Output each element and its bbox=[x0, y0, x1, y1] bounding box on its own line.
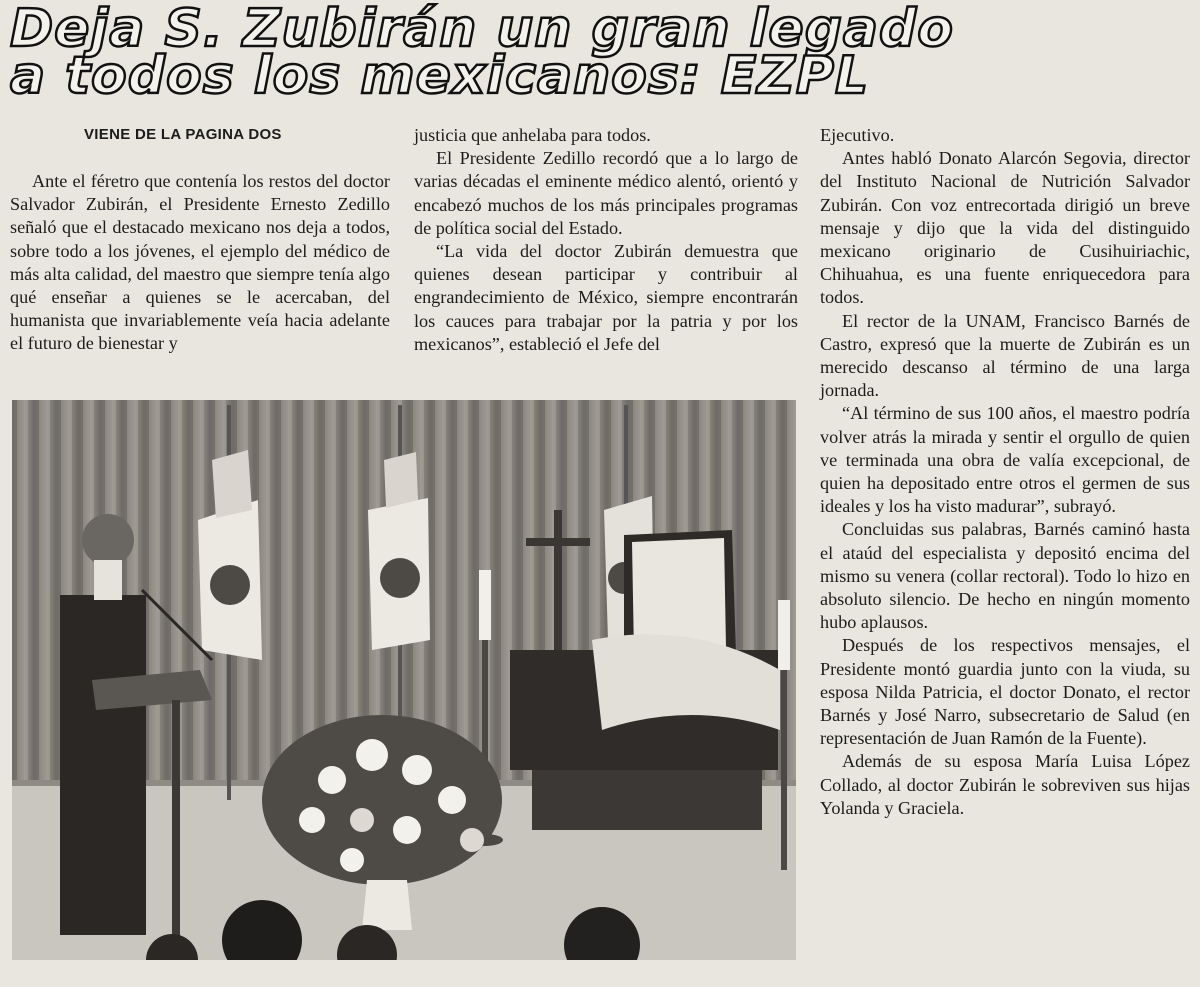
photo-illustration bbox=[12, 400, 796, 960]
paragraph: Ejecutivo. bbox=[820, 125, 895, 145]
article-column-2 bbox=[414, 124, 798, 356]
paragraph: Además de su esposa María Luisa López Collado, al doctor Zubirán le sobreviven sus hijas Yolanda y Graciela. bbox=[820, 751, 1190, 818]
news-photo bbox=[12, 400, 796, 960]
paragraph: Concluidas sus palabras, Barnés caminó hasta el ataúd del especialista y depositó encima del mismo su venera (collar rectoral). Todo lo hizo en absoluto silencio. De hecho en ningún momento hubo aplausos. bbox=[820, 519, 1190, 633]
paragraph: Ante el féretro que contenía los restos del doctor Salvador Zubirán, el Presidente Ernesto Zedillo señaló que el destacado mexicano nos deja a todos, sobre todo a los jóvenes, el ejemplo del médico de más alta calidad, del maestro que siempre tenía algo qué enseñar a quienes se le acercaban, del humanista que invariablemente veía hacia adelante el futuro de bienestar y bbox=[10, 171, 390, 354]
paragraph: justicia que anhelaba para todos. bbox=[414, 125, 651, 145]
kicker: VIENE DE LA PAGINA DOS bbox=[84, 126, 282, 143]
headline-line-1: Deja S. Zubirán un gran legado bbox=[10, 0, 954, 59]
article-column-3 bbox=[820, 124, 1190, 820]
headline-line-2: a todos los mexicanos: EZPL bbox=[10, 46, 870, 106]
paragraph: “La vida del doctor Zubirán demuestra que quienes desean participar y contribuir al engrandecimiento de México, siempre encontrarán los cauces para trabajar por la patria y por los mexicanos”, estableció el Jefe del bbox=[414, 241, 798, 354]
paragraph: Antes habló Donato Alarcón Segovia, director del Instituto Nacional de Nutrición Salvador Zubirán. Con voz entrecortada dirigió un breve mensaje y dijo que la vida del distinguido mexicano originario de Cusihuiriachic, Chihuahua, es una fuente enriquecedora para todos. bbox=[820, 148, 1190, 308]
paragraph: Después de los respectivos mensajes, el Presidente montó guardia junto con la viuda, su esposa Nilda Patricia, el doctor Donato, el rector Barnés y José Narro, subsecretario de Salud (en representación de Juan Ramón de la Fuente). bbox=[820, 635, 1190, 749]
headline bbox=[10, 0, 1190, 106]
paragraph: El rector de la UNAM, Francisco Barnés de Castro, expresó que la muerte de Zubirán es un merecido descanso al término de una larga jornada. bbox=[820, 310, 1190, 401]
paragraph: “Al término de sus 100 años, el maestro podría volver atrás la mirada y sentir el orgullo de quien ve terminada una obra de valía excepcional, de quien ha depositado entre otros el germen de sus ideales y los ha visto madurar”, subrayó. bbox=[820, 403, 1190, 517]
article-column-1 bbox=[10, 170, 390, 356]
paragraph: El Presidente Zedillo recordó que a lo largo de varias décadas el eminente médico alentó, orientó y encabezó muchos de los más principales programas de política social del Estado. bbox=[414, 148, 798, 238]
